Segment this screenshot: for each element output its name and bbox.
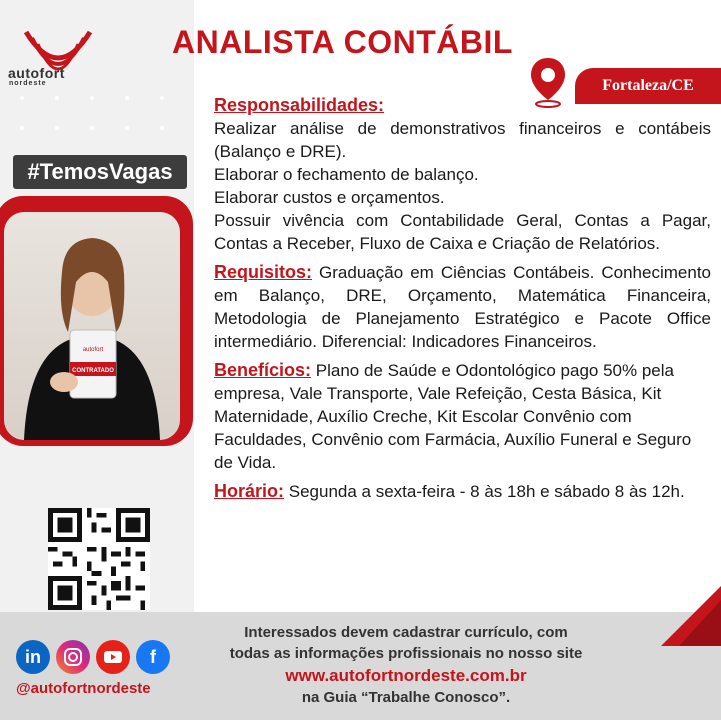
responsibility-item: Elaborar custos e orçamentos. xyxy=(214,188,445,207)
responsibility-item: Realizar análise de demonstrativos financeiros e contábeis (Balanço e DRE). xyxy=(214,119,711,161)
responsibilities-heading: Responsabilidades: xyxy=(214,95,385,115)
responsibilities-section xyxy=(214,94,711,255)
schedule-text: Segunda a sexta-feira - 8 às 18h e sábado 8 às 12h. xyxy=(284,482,685,501)
requirements-text: Graduação em Ciências Contábeis. Conhecimento em Balanço, DRE, Orçamento, Matemática Financeira, Metodologia de Planejamento Estratégico e Pacote Office intermediário. Diferencial: Indicadores Financeiros. xyxy=(214,263,711,351)
instagram-icon[interactable] xyxy=(56,640,90,674)
benefits-text: Plano de Saúde e Odontológico pago 50% pela empresa, Vale Transporte, Vale Refeição, Cesta Básica, Kit Maternidade, Auxílio Creche, Kit Escolar Convênio com Faculdades, Convênio com Farmácia, Auxílio Funeral e Seguro de Vida. xyxy=(214,361,692,472)
website-link[interactable]: www.autofortnordeste.com.br xyxy=(285,666,527,685)
badge-label: CONTRATADO xyxy=(72,368,114,374)
job-description xyxy=(214,94,711,509)
schedule-heading: Horário: xyxy=(214,481,285,501)
social-handle[interactable]: @autofortnordeste xyxy=(16,680,151,697)
linkedin-icon[interactable]: in xyxy=(16,640,50,674)
schedule-section xyxy=(214,480,711,503)
decorative-corner xyxy=(651,586,721,646)
requirements-section xyxy=(214,261,711,353)
responsibility-item: Possuir vivência com Contabilidade Geral, Contas a Pagar, Contas a Receber, Fluxo de Caixa e Criação de Relatórios. xyxy=(214,211,711,253)
benefits-heading: Benefícios: xyxy=(214,360,312,380)
social-icons xyxy=(16,640,170,674)
responsibility-item: Elaborar o fechamento de balanço. xyxy=(214,165,479,184)
page-title: ANALISTA CONTÁBIL xyxy=(172,24,513,60)
benefits-section xyxy=(214,359,711,474)
youtube-icon[interactable] xyxy=(96,640,130,674)
candidate-photo xyxy=(4,212,180,440)
footer-line-1: Interessados devem cadastrar currículo, com xyxy=(244,624,568,641)
facebook-icon[interactable]: f xyxy=(136,640,170,674)
hashtag-badge: #TemosVagas xyxy=(13,155,187,189)
qr-code[interactable] xyxy=(48,508,150,610)
location-badge: Fortaleza/CE xyxy=(575,68,721,104)
decorative-dots xyxy=(20,96,170,146)
footer-line-2: todas as informações profissionais no nosso site xyxy=(229,645,583,662)
badge-brand: autofort xyxy=(82,347,104,353)
logo-subtext: nordeste xyxy=(9,80,47,87)
footer-line-3: na Guia “Trabalhe Conosco”. xyxy=(301,689,511,706)
logo-text: autofort xyxy=(8,65,65,81)
requirements-heading: Requisitos: xyxy=(214,262,313,282)
